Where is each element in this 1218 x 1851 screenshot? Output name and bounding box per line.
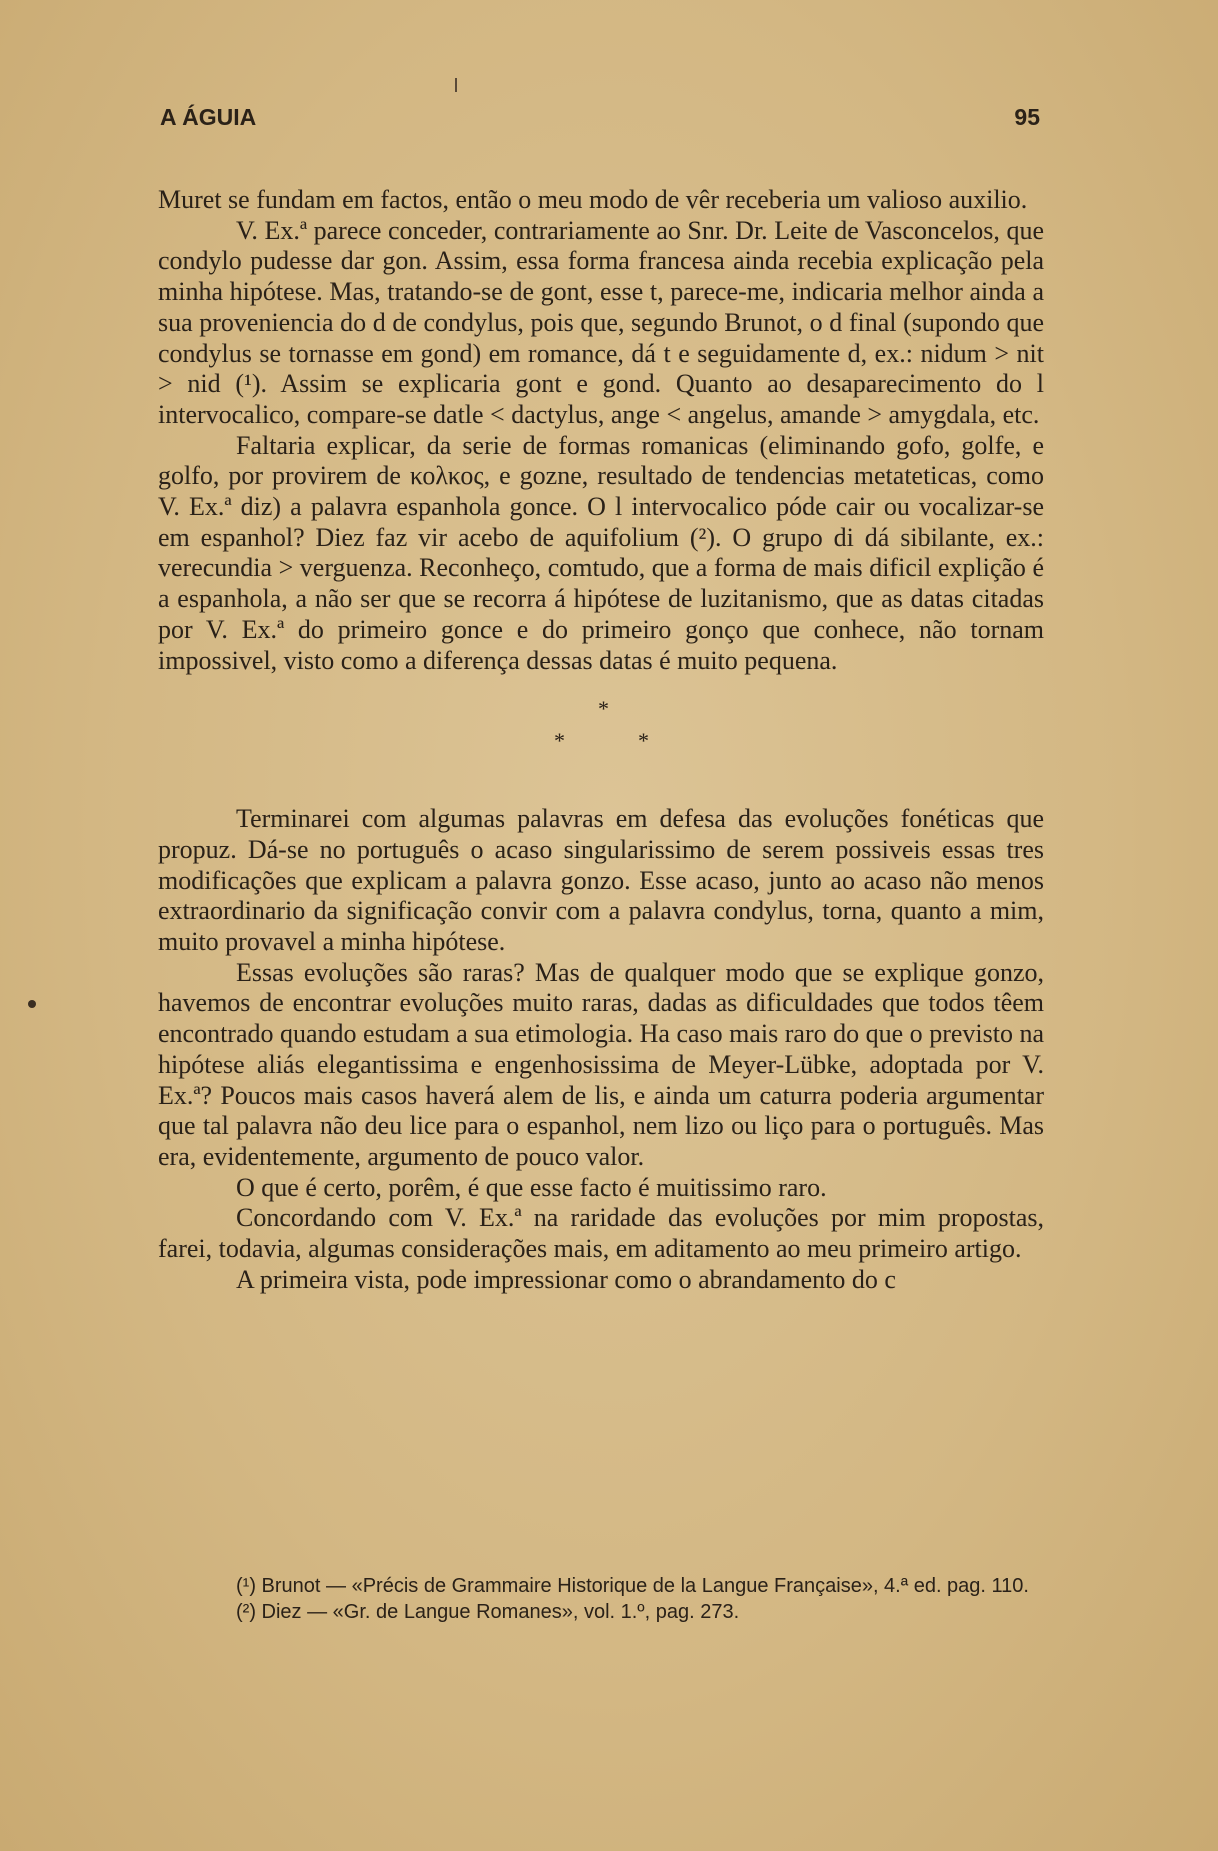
- asterisk: *: [638, 728, 649, 754]
- section-separator: [158, 686, 1044, 786]
- paragraph: Essas evoluções são raras? Mas de qualquer modo que se explique gonzo, havemos de encontrar evoluções muito raras, dadas as dificuldades que todos têem encontrado quando estudam a sua etimologia. Ha caso mais raro do que o previsto na hipótese aliás elegantissima e engenhosissima de Meyer-Lübke, adoptada por V. Ex.ª? Poucos mais casos haverá alem de lis, e ainda um caturra poderia argumentar que tal palavra não deu lice para o espanhol, nem lizo ou liço para o português. Mas era, evidentemente, argumento de pouco valor.: [158, 957, 1044, 1171]
- paragraph: Muret se fundam em factos, então o meu modo de vêr receberia um valioso auxilio.: [158, 185, 1028, 214]
- running-header: [160, 104, 1040, 134]
- print-mark: [455, 78, 457, 92]
- paragraph: O que é certo, porêm, é que esse facto é muitissimo raro.: [236, 1172, 827, 1202]
- page-number: 95: [1014, 104, 1040, 130]
- paragraph: Faltaria explicar, da serie de formas romanicas (eliminando gofo, golfe, e golfo, por provirem de κολκος, e gozne, resultado de tendencias metateticas, como V. Ex.ª diz) a palavra espanhola gonce. O l intervocalico póde cair ou vocalizar-se em espanhol? Diez faz vir acebo de aquifolium (²). O grupo di dá sibilante, ex.: verecundia > verguenza. Reconheço, comtudo, que a forma de mais dificil explição é a espanhola, a não ser que se recorra á hipótese de luzitanismo, que as datas citadas por V. Ex.ª do primeiro gonce e do primeiro gonço que conhece, não tornam impossivel, visto como a diferença dessas datas é muito pequena.: [158, 430, 1044, 675]
- footnote: (¹) Brunot — «Précis de Grammaire Historique de la Langue Française», 4.ª ed. pag. 110.: [236, 1575, 1029, 1597]
- paragraph: A primeira vista, pode impressionar como o abrandamento do c: [236, 1264, 896, 1294]
- paragraph: Terminarei com algumas palavras em defesa das evoluções fonéticas que propuz. Dá-se no português o acaso singularissimo de serem possiveis essas tres modificações que explicam a palavra gonzo. Esse acaso, junto ao acaso não menos extraordinario da significação convir com a palavra condylus, torna, quanto a mim, muito provavel a minha hipótese.: [158, 804, 1044, 957]
- journal-title: A ÁGUIA: [160, 104, 257, 130]
- footnotes: [158, 1573, 1044, 1625]
- paragraph: Concordando com V. Ex.ª na raridade das evoluções por mim propostas, farei, todavia, algumas considerações mais, em aditamento ao meu primeiro artigo.: [158, 1203, 1044, 1264]
- footnote: (²) Diez — «Gr. de Langue Romanes», vol. 1.º, pag. 273.: [236, 1601, 740, 1623]
- asterisk: *: [554, 728, 565, 754]
- asterisk: *: [598, 696, 609, 722]
- paragraph: V. Ex.ª parece conceder, contrariamente ao Snr. Dr. Leite de Vasconcelos, que condylo pudesse dar gon. Assim, essa forma francesa ainda recebia explicação pela minha hipótese. Mas, tratando-se de gont, esse t, parece-me, indicaria melhor ainda a sua proveniencia do d de condylus, pois que, segundo Brunot, o d final (supondo que condylus se tornasse em gond) em romance, dá t e seguidamente d, ex.: nidum > nit > nid (¹). Assim se explicaria gont e gond. Quanto ao desaparecimento do l intervocalico, compare-se datle < dactylus, ange < angelus, amande > amygdala, etc.: [158, 215, 1044, 429]
- ink-dot: [28, 1000, 36, 1008]
- body-text: [158, 185, 1044, 1296]
